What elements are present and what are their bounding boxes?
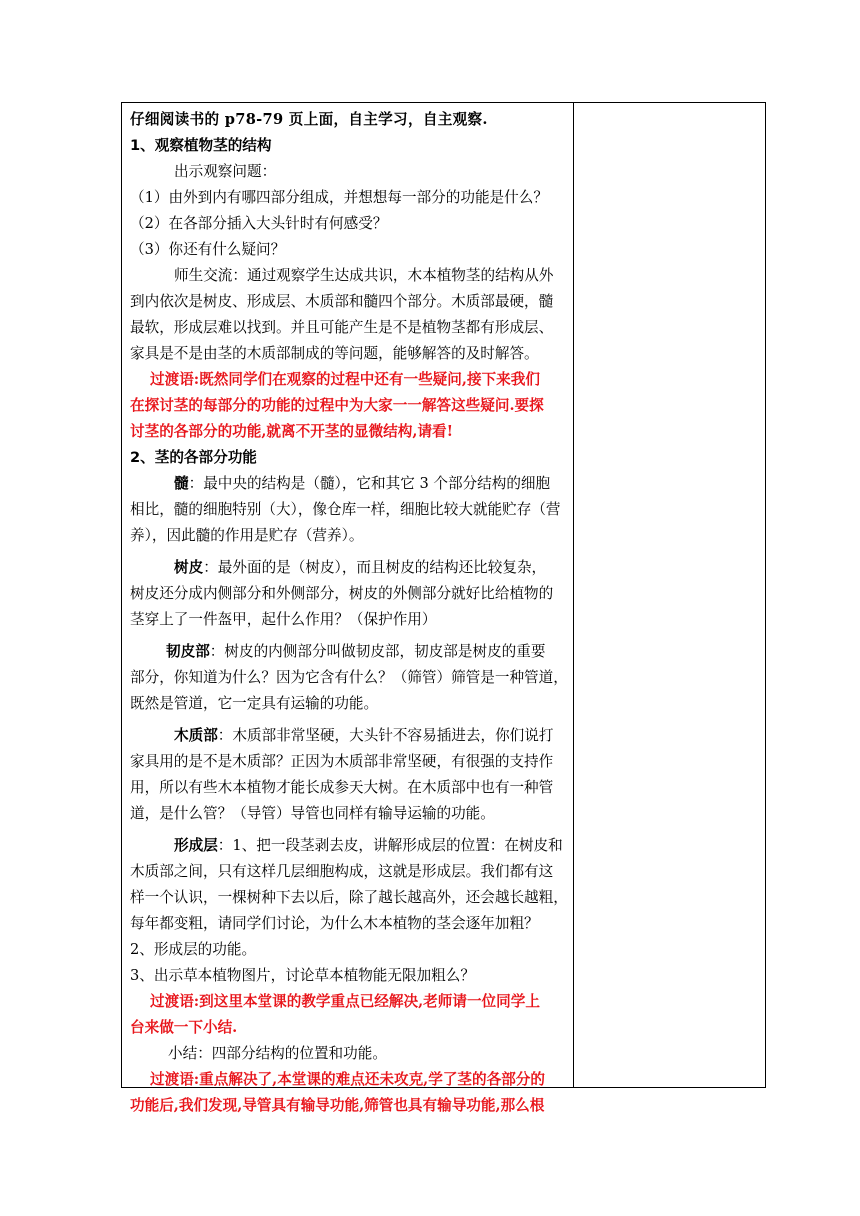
notes-cell [574, 103, 765, 1087]
exchange-line-3: 最软，形成层难以找到。并且可能产生是不是植物茎都有形成层、 [130, 319, 554, 336]
transition-2-line-1: 过渡语:到这里本堂课的教学重点已经解决,老师请一位同学上 [150, 993, 540, 1010]
xylem-term: 木质部 [174, 727, 218, 744]
pith-line-2: 相比，髓的细胞特别（大），像仓库一样，细胞比较大就能贮存（营 [130, 501, 561, 518]
xylem-line-1 [130, 723, 572, 749]
cambium-line-4: 每年都变粗，请同学们讨论，为什么木本植物的茎会逐年加粗？ [130, 915, 539, 932]
cambium-term: 形成层 [174, 837, 218, 854]
phloem-text: ：树皮的内侧部分叫做韧皮部，韧皮部是树皮的重要 [209, 643, 546, 660]
bark-line-3: 茎穿上了一件盔甲，起什么作用？（保护作用） [130, 611, 437, 628]
phloem-line-1 [130, 639, 572, 665]
exchange-line-2: 到内依次是树皮、形成层、木质部和髓四个部分。木质部最硬，髓 [130, 293, 554, 310]
lesson-table [121, 102, 766, 1114]
pith-line-3: 养），因此髓的作用是贮存（营养）。 [130, 527, 364, 544]
cambium-text: ：1、把一段茎剥去皮，讲解形成层的位置：在树皮和 [217, 837, 563, 854]
section-1-prompt: 出示观察问题： [174, 163, 277, 180]
bark-line-1 [130, 555, 572, 581]
bark-text: ：最外面的是（树皮），而且树皮的结构还比较复杂， [203, 559, 547, 576]
cambium-question-2: 2、形成层的功能。 [130, 941, 257, 958]
transition-2-line-2: 台来做一下小结. [130, 1019, 238, 1036]
cambium-line-3: 样一个认识，一棵树种下去以后，除了越长越高外，还会越长越粗， [130, 889, 568, 906]
xylem-line-3: 用，所以有些木本植物才能长成参天大树。在木质部中也有一种管 [130, 779, 554, 796]
cambium-line-1 [130, 833, 572, 859]
bark-line-2: 树皮还分成内侧部分和外侧部分，树皮的外侧部分就好比给植物的 [130, 585, 554, 602]
intro-line: 仔细阅读书的 p78-79 页上面，自主学习，自主观察. [130, 111, 488, 128]
pith-line-1 [130, 471, 572, 497]
phloem-line-2: 部分，你知道为什么？因为它含有什么？（筛管）筛管是一种管道， [130, 669, 568, 686]
transition-1-line-3: 讨茎的各部分的功能,就离不开茎的显微结构,请看! [130, 423, 454, 440]
transition-1-line-1: 过渡语:既然同学们在观察的过程中还有一些疑问,接下来我们 [150, 371, 540, 388]
pith-text: ：最中央的结构是（髓），它和其它 3 个部分结构的细胞 [188, 475, 551, 492]
xylem-text: ：木质部非常坚硬，大头针不容易插进去，你们说打 [217, 727, 554, 744]
pith-term: 髓 [174, 475, 189, 492]
transition-3-line-2: 功能后,我们发现,导管具有输导功能,筛管也具有输导功能,那么根 [130, 1097, 545, 1114]
xylem-line-4: 道，是什么管？（导管）导管也同样有输导运输的功能。 [130, 805, 495, 822]
question-1: （1）由外到内有哪四部分组成，并想想每一部分的功能是什么？ [130, 189, 548, 206]
exchange-line-1: 师生交流：通过观察学生达成共识，木本植物茎的结构从外 [174, 267, 554, 284]
bark-term: 树皮 [174, 559, 204, 576]
section-2-title: 2、茎的各部分功能 [130, 449, 257, 466]
lesson-content-cell [130, 107, 572, 1119]
summary-line: 小结：四部分结构的位置和功能。 [168, 1045, 387, 1062]
phloem-term: 韧皮部 [166, 643, 210, 660]
exchange-line-4: 家具是不是由茎的木质部制成的等问题，能够解答的及时解答。 [130, 345, 539, 362]
section-1-title: 1、观察植物茎的结构 [130, 137, 272, 154]
question-3: （3）你还有什么疑问？ [130, 241, 286, 258]
transition-3-line-1: 过渡语:重点解决了,本堂课的难点还未攻克,学了茎的各部分的 [150, 1071, 545, 1088]
cambium-line-2: 木质部之间，只有这样几层细胞构成，这就是形成层。我们都有这 [130, 863, 554, 880]
transition-1-line-2: 在探讨茎的每部分的功能的过程中为大家一一解答这些疑问.要探 [130, 397, 544, 414]
xylem-line-2: 家具用的是不是木质部？正因为木质部非常坚硬，有很强的支持作 [130, 753, 554, 770]
cambium-question-3: 3、出示草本植物图片，讨论草本植物能无限加粗么？ [130, 967, 475, 984]
phloem-line-3: 既然是管道，它一定具有运输的功能。 [130, 695, 379, 712]
question-2: （2）在各部分插入大头针时有何感受？ [130, 215, 388, 232]
